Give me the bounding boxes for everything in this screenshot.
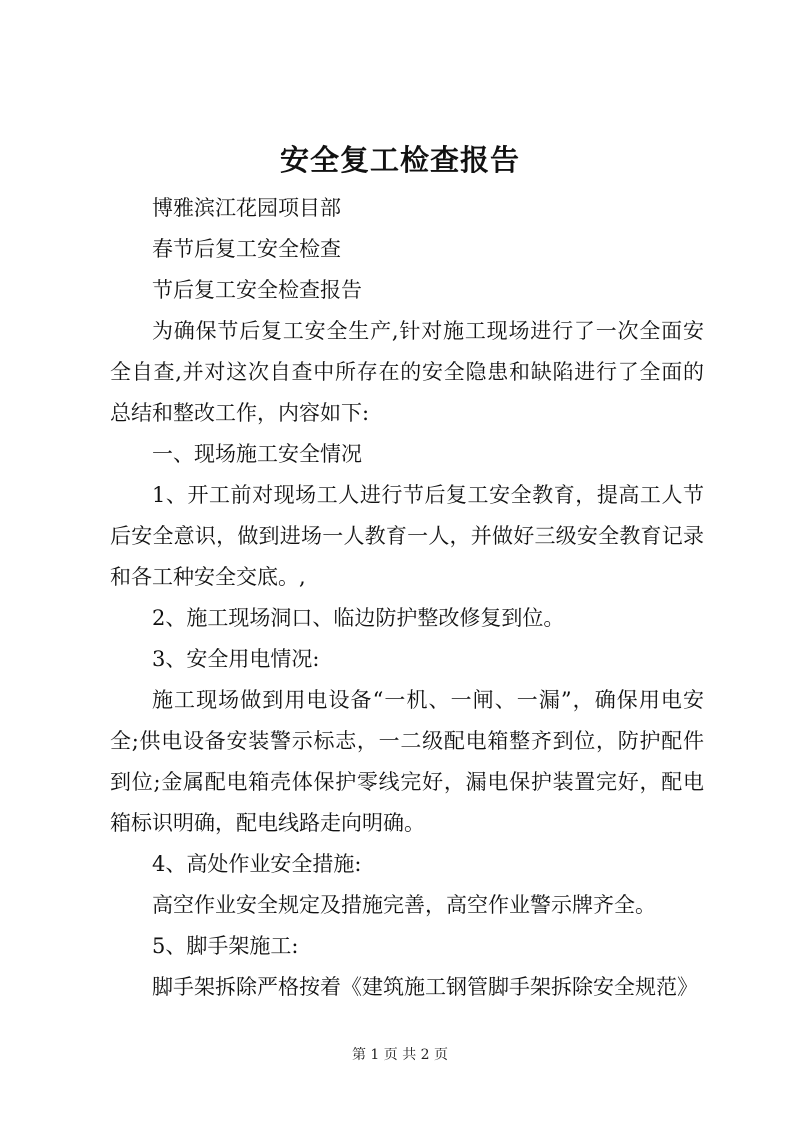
document-title: 安全复工检查报告 [279, 143, 520, 177]
paragraph: 施工现场做到用电设备“一机、一闸、一漏”，确保用电安全;供电设备安装警示标志，一二级配电箱整齐到位，防护配件到位;金属配电箱壳体保护零线完好，漏电保护装置完好，配电箱标识明确，配电线路走向明确。 [110, 688, 704, 835]
paragraph: 节后复工安全检查报告 [152, 278, 362, 302]
paragraph: 高空作业安全规定及措施完善，高空作业警示牌齐全。 [152, 893, 656, 917]
subheading: 5、脚手架施工: [152, 934, 299, 958]
page-number-footer: 第 1 页 共 2 页 [351, 1047, 449, 1063]
subheading: 4、高处作业安全措施: [152, 852, 362, 876]
paragraph: 为确保节后复工安全生产,针对施工现场进行了一次全面安全自查,并对这次自查中所存在的安全隐患和缺陷进行了全面的总结和整改工作，内容如下: [110, 319, 704, 425]
subheading: 3、安全用电情况: [152, 647, 320, 671]
paragraph: 1、开工前对现场工人进行节后复工安全教育，提高工人节后安全意识，做到进场一人教育一人，并做好三级安全教育记录和各工种安全交底。, [110, 483, 704, 589]
paragraph: 博雅滨江花园项目部 [152, 196, 341, 220]
paragraph: 春节后复工安全检查 [152, 237, 341, 261]
paragraph: 2、施工现场洞口、临边防护整改修复到位。 [152, 606, 565, 630]
document-body [110, 188, 704, 1008]
paragraph: 脚手架拆除严格按着《建筑施工钢管脚手架拆除安全规范》 [152, 975, 698, 999]
section-heading: 一、现场施工安全情况 [152, 442, 362, 466]
